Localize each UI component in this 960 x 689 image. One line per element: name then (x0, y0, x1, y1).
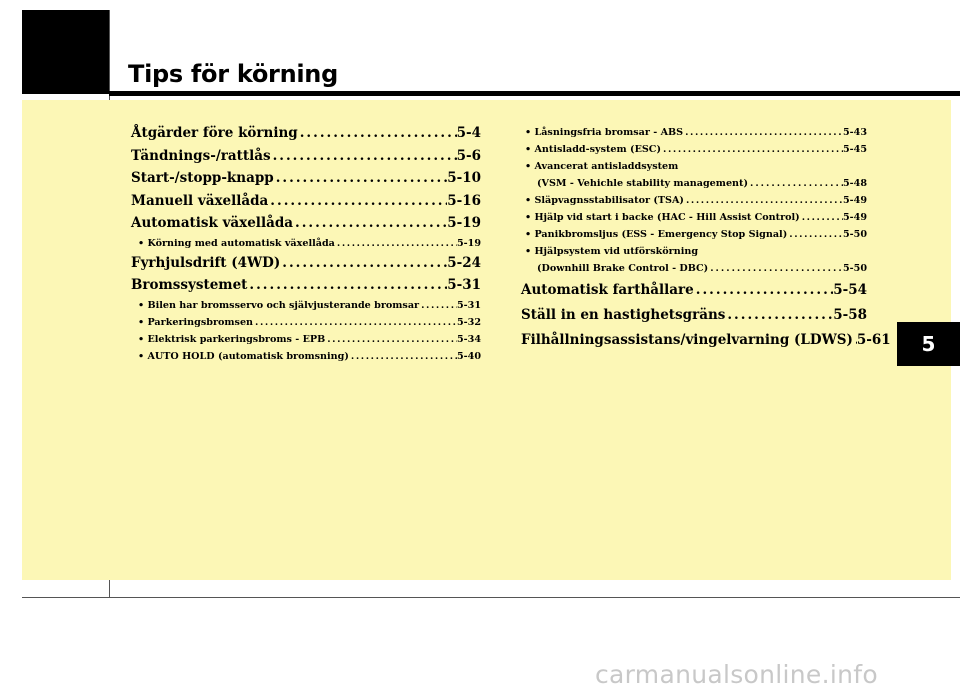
toc-leader (247, 274, 447, 297)
toc-leader (787, 226, 843, 243)
toc-entry-page: 5-40 (456, 350, 481, 362)
toc-entry-page: 5-45 (842, 144, 867, 155)
toc-leader (335, 235, 457, 252)
toc-entry[interactable] (131, 252, 481, 275)
toc-subentry[interactable] (521, 192, 867, 209)
toc-subentry[interactable] (131, 235, 481, 252)
toc-entry-label: Ställ in en hastighetsgräns (521, 307, 726, 323)
page-title: Tips för körning (128, 60, 338, 88)
toc-leader (725, 304, 833, 327)
toc-entry-label: • Antisladd-system (ESC) (525, 144, 661, 155)
toc-subentry[interactable] (521, 158, 867, 175)
toc-entry-page: 5-54 (833, 282, 867, 298)
toc-entry-page: 5-10 (447, 170, 481, 186)
toc-entry-page: 5-32 (456, 316, 481, 328)
toc-leader (293, 212, 447, 235)
toc-entry-label: • Parkeringsbromsen (138, 316, 254, 328)
toc-entry-page: 5-31 (447, 277, 481, 293)
toc-entry-label: Automatisk växellåda (131, 215, 293, 231)
toc-leader (708, 260, 843, 277)
toc-entry[interactable] (521, 304, 867, 327)
toc-entry-page: 5-58 (833, 307, 867, 323)
toc-entry-page: 5-50 (842, 229, 867, 240)
toc-leader (800, 209, 843, 226)
toc-entry-label: • Elektrisk parkeringsbroms - EPB (138, 333, 326, 345)
toc-subentry[interactable] (521, 243, 867, 260)
toc-entry-page: 5-6 (456, 147, 481, 164)
toc-leader (274, 167, 447, 190)
toc-entry-label: • Hjälpsystem vid utförskörning (525, 246, 699, 257)
toc-entry-label: Manuell växellåda (131, 192, 269, 209)
footer-rule (22, 597, 960, 598)
toc-entry-label: Bromssystemet (131, 277, 248, 293)
toc-entry-page: 5-19 (447, 215, 481, 231)
toc-column-right (521, 124, 891, 352)
toc-entry-page: 5-16 (447, 192, 481, 209)
toc-subentry-continuation[interactable] (521, 260, 867, 277)
toc-entry[interactable] (131, 274, 481, 297)
toc-entry[interactable] (131, 190, 481, 213)
toc-entry[interactable] (521, 329, 891, 352)
toc-entry[interactable] (131, 212, 481, 235)
toc-entry-label: • Avancerat antisladdsystem (525, 161, 679, 172)
toc-subentry[interactable] (131, 297, 481, 314)
toc-leader (298, 122, 457, 145)
toc-entry-label: Tändnings-/rattlås (131, 147, 271, 164)
toc-entry-label: Filhållningsassistans/vingelvarning (LDWS) (521, 332, 853, 348)
toc-entry-label: • Låsningsfria bromsar - ABS (525, 127, 684, 138)
toc-leader (694, 279, 833, 302)
toc-entry-label: • AUTO HOLD (automatisk bromsning) (138, 350, 349, 362)
toc-entry-page: 5-31 (456, 299, 481, 311)
toc-leader (684, 192, 843, 209)
toc-leader (683, 124, 843, 141)
toc-subentry-continuation[interactable] (521, 175, 867, 192)
toc-column-left (131, 122, 481, 365)
toc-entry-page: 5-4 (456, 125, 481, 141)
toc-leader (268, 190, 447, 213)
toc-leader (419, 297, 457, 314)
toc-leader (349, 348, 457, 365)
toc-entry-label: (VSM - Vehichle stability management) (537, 178, 748, 189)
toc-entry[interactable] (521, 279, 867, 302)
toc-entry-label: Åtgärder före körning (131, 125, 298, 141)
toc-entry[interactable] (131, 167, 481, 190)
toc-leader (271, 145, 457, 168)
toc-leader (661, 141, 843, 158)
toc-entry-page: 5-49 (842, 195, 867, 206)
chapter-corner-block (22, 10, 109, 94)
toc-leader (253, 314, 457, 331)
toc-leader (280, 252, 447, 275)
toc-entry-page: 5-43 (842, 127, 867, 138)
toc-subentry[interactable] (521, 124, 867, 141)
toc-leader (748, 175, 843, 192)
chapter-tab[interactable]: 5 (897, 322, 960, 366)
toc-entry-label: • Panikbromsljus (ESS - Emergency Stop Signal) (525, 229, 788, 240)
toc-entry-page: 5-34 (456, 333, 481, 345)
toc-entry-page: 5-61 (856, 332, 891, 348)
toc-subentry[interactable] (521, 209, 867, 226)
toc-subentry[interactable] (521, 141, 867, 158)
toc-entry-page: 5-49 (842, 212, 867, 223)
title-underline (109, 91, 960, 96)
toc-entry-label: • Släpvagnsstabilisator (TSA) (525, 195, 684, 206)
toc-entry-label: Automatisk farthållare (521, 282, 694, 298)
toc-entry-label: Start-/stopp-knapp (131, 170, 274, 186)
toc-subentry[interactable] (131, 331, 481, 348)
toc-entry-label: (Downhill Brake Control - DBC) (537, 263, 709, 274)
toc-subentry[interactable] (131, 314, 481, 331)
toc-entry-page: 5-48 (842, 178, 867, 189)
toc-subentry[interactable] (131, 348, 481, 365)
toc-subentry[interactable] (521, 226, 867, 243)
toc-entry-page: 5-19 (456, 237, 481, 249)
toc-entry[interactable] (131, 122, 481, 145)
toc-entry-label: • Körning med automatisk växellåda (138, 237, 335, 249)
toc-entry-label: • Hjälp vid start i backe (HAC - Hill Assist Control) (525, 212, 800, 223)
toc-leader (325, 331, 457, 348)
toc-entry[interactable] (131, 145, 481, 168)
watermark-text: carmanualsonline.info (595, 660, 878, 689)
toc-entry-label: Fyrhjulsdrift (4WD) (131, 254, 281, 271)
toc-entry-page: 5-24 (447, 254, 481, 271)
toc-entry-page: 5-50 (842, 263, 867, 274)
toc-entry-label: • Bilen har bromsservo och självjusterande bromsar (138, 299, 420, 311)
